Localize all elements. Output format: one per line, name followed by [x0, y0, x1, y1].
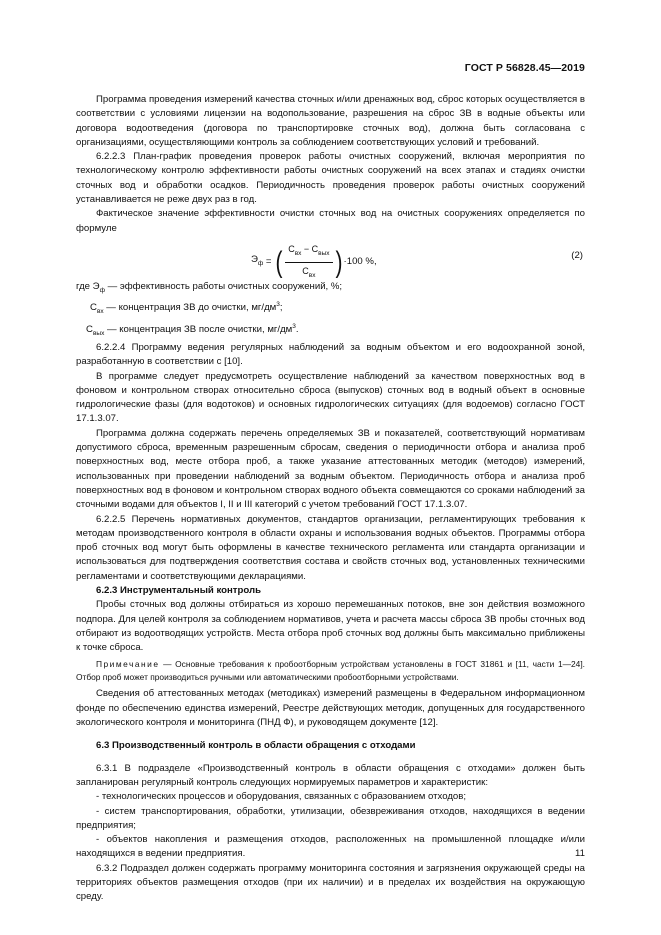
paragraph: В программе следует предусмотреть осуществление наблюдений за качеством поверхностных вод в фоновом и контрольном створах относительно сброса (выпусков) сточных вод в водный объект в основные гидрологические фазы (для водотоков) и основных гидрологических ситуациях (для водоемов) согласно ГОСТ 17.1.3.07. — [76, 370, 585, 425]
note-label: Примечание — [96, 659, 160, 670]
page-number: 11 — [575, 848, 585, 859]
section-heading-6-3: 6.3 Производственный контроль в области обращения с отходами — [96, 740, 416, 752]
list-item: - систем транспортирования, обработки, утилизации, обезвреживания отходов, находящихся в ведении предприятия; — [76, 805, 585, 831]
fraction-numerator: $С_{вх} - С_{вых}$ — [285, 242, 332, 263]
note-text: — Основные требования к пробоотборным устройствам установлены в ГОСТ 31861 и [11, части 1—24]. Отбор проб может производиться ручными или автоматическими пробоотборными устройствами. — [76, 659, 585, 683]
paragraph: Пробы сточных вод должны отбираться из хорошо перемешанных потоков, вне зон действия возможного подпора. Для целей контроля за соблюдением нормативов, учета и расчета массы сброса ЗВ пробы сточных вод отбирают из водоотводящих устройств. Места отбора проб сточных вод должны быть максимально приближены к точке сброса. — [76, 599, 585, 654]
paragraph: Фактическое значение эффективности очистки сточных вод на очистных сооружениях определяется по формуле — [76, 208, 585, 234]
document-code-header: ГОСТ Р 56828.45—2019 — [464, 62, 585, 74]
paragraph: Сведения об аттестованных методах (методиках) измерений размещены в Федеральном информационном фонде по обеспечению единства измерений, Реестре действующих методик, допущенных для государственного экологического контроля и мониторинга (ПНД Ф), и руководящем документе [12]. — [76, 688, 585, 729]
legend-line: где $Э_ф$ — эффективность работы очистных сооружений, %; — [76, 280, 343, 294]
document-body — [76, 93, 585, 905]
formula-legend — [76, 280, 585, 341]
formula-tail: ·100 %, — [343, 256, 377, 268]
equation-number: (2) — [571, 249, 583, 261]
fraction-denominator: $С_{вх}$ — [302, 266, 316, 279]
formula-expression: $Э_ф$ = ( $\frac{С_{вх} - С_{вых}}{С_{вх}}$ ) ·100 %, — [251, 242, 377, 283]
paragraph: Программа проведения измерений качества сточных и/или дренажных вод, сброс которых осуществляется в соответствии с условиями лицензии на водопользование, разрешения на сброс ЗВ в водные объекты или договора водоотведения (договора по транспортировке сточных вод), должна быть согласована с организациями, осуществляющими контроль за соблюдением соответствующих условий и требований. — [76, 94, 585, 148]
paragraph: 6.2.2.4 Программу ведения регулярных наблюдений за водным объектом и его водоохранной зоной, разработанную в соответствии с [10]. — [76, 341, 585, 368]
section-heading-6-2-3: 6.2.3 Инструментальный контроль — [96, 585, 261, 596]
list-item: - объектов накопления и размещения отходов, расположенных на промышленной площадке и/или находящихся в ведении предприятия. — [76, 834, 585, 860]
legend-line: $С_{вых}$ — концентрация ЗВ после очистки, $мг/дм^3$. — [86, 322, 299, 337]
paragraph: 6.2.2.5 Перечень нормативных документов, стандартов организации, регламентирующих требования к методам производственного контроля в области охраны и использования водных объектов. Программы отбора проб сточных вод могут быть оформлены в качестве технического регламента или стандарта организации и использоваться для подтверждения соответствия состава и свойств сточных вод, установленных техническими регламентами и соответствующими декларациями. — [76, 513, 585, 582]
left-paren: ( — [275, 245, 283, 279]
formula-2 — [76, 236, 585, 280]
note — [76, 658, 585, 684]
legend-line: $С_{вх}$ — концентрация ЗВ до очистки, $мг/дм^3$; — [90, 301, 283, 316]
right-paren: ) — [335, 245, 343, 279]
paragraph: 6.2.2.3 План-график проведения проверок работы очистных сооружений, включая мероприятия по технологическому контролю эффективности работы очистных сооружений на всех этапах и стадиях очистки сточных вод и обработки осадков. Периодичность проведения проверок работы очистных сооружений устанавливается не реже двух раз в год. — [76, 151, 585, 206]
paragraph: 6.3.2 Подраздел должен содержать программу мониторинга состояния и загрязнения окружающей среды на территориях объектов размещения отходов (при их наличии) и в пределах их воздействия на окружающую среду. — [76, 862, 585, 903]
list-item: - технологических процессов и оборудования, связанных с образованием отходов; — [96, 791, 467, 803]
paragraph: 6.3.1 В подразделе «Производственный контроль в области обращения с отходами» должен быть запланирован регулярный контроль следующих нормируемых параметров и характеристик: — [76, 762, 585, 788]
formula-fraction — [285, 242, 332, 283]
formula-lhs: $Э_ф$ — [251, 254, 264, 268]
paragraph: Программа должна содержать перечень определяемых ЗВ и показателей, соответствующий нормативам допустимого сброса, временным разрешенным сбросам, сведения о периодичности отбора и анализа проб поверхностных вод, месте отбора проб, а также указание аттестованных методик (методов) измерений, использованных при проведении наблюдений за водным объектом. Периодичность отбора и анализа проб поверхностных вод в фоновом и контрольном створах водного объекта совмещаются со сроками наблюдений за сточными водами для объектов I, II и III категорий с учетом требований ГОСТ 17.1.3.07. — [76, 427, 585, 511]
